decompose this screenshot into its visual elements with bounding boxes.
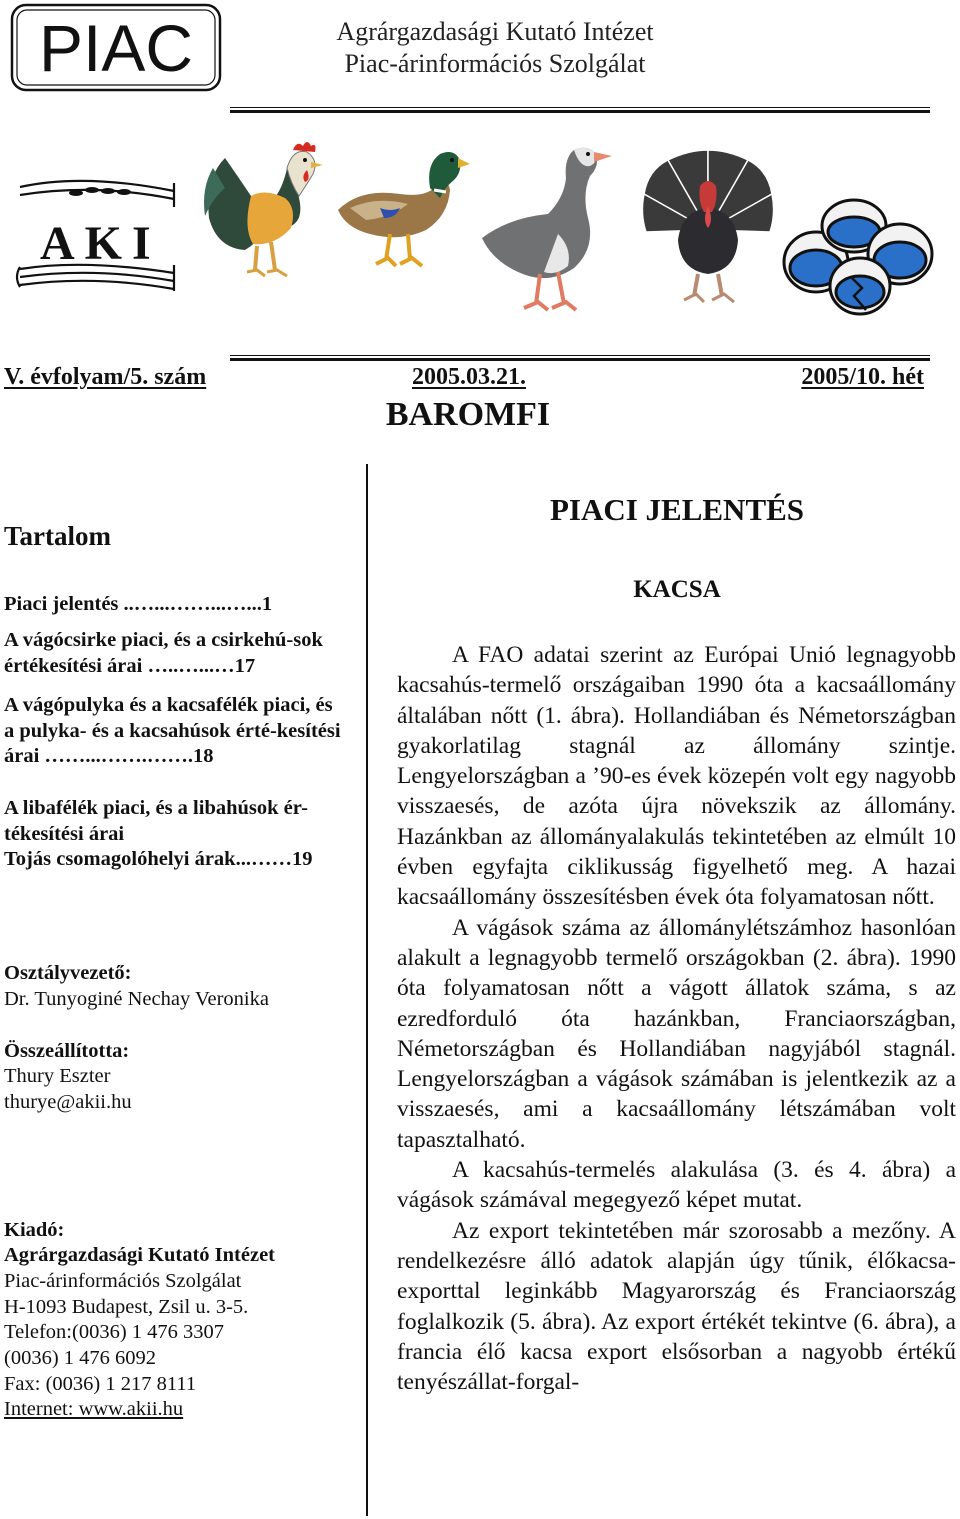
compiled-name: Thury Eszter: [4, 1065, 111, 1087]
publisher-phone-2: (0036) 1 476 6092: [4, 1347, 157, 1369]
publisher-address: H-1093 Budapest, Zsil u. 3-5.: [4, 1296, 249, 1318]
toc-item[interactable]: Tojás csomagolóhelyi árak...……19: [4, 848, 313, 870]
toc-item[interactable]: A libafélék piaci, és a libahúsok ér-tékesítési árai: [4, 797, 308, 845]
issue-rule-thin: [230, 355, 930, 356]
issue-rule-thick: [230, 358, 930, 361]
duck-icon: [330, 138, 470, 278]
report-title: PIACI JELENTÉS: [549, 492, 805, 527]
report-paragraph: A vágások száma az állománylétszámhoz hasonlóan alakult a legnagyobb termelő országokban (2. ábra). 1990 óta folyamatosan nőtt a vágott állatok száma, s az ezredforduló óta hazánkban, Franciaországban, Németországban és Hollandiában nagyjából stagnál. Lengyelországban a vágások számában is jelentkezik az a visszaesés, ami a kacsaállomány létszámában volt tapasztalható.: [397, 914, 956, 1153]
toc-item[interactable]: A vágópulyka és a kacsafélék piaci, és a pulyka- és a kacsahúsok érté-kesítési árai ……...…….…….18: [4, 694, 341, 767]
piac-logo-text: PIAC: [38, 11, 194, 85]
toc-item[interactable]: Piaci jelentés ..…...……...…...1: [4, 593, 273, 615]
issue-line: [0, 364, 930, 394]
publisher-service: Piac-árinformációs Szolgálat: [4, 1270, 242, 1292]
header-rule-thin: [230, 107, 930, 108]
section-title: BAROMFI: [385, 396, 551, 433]
compiled-email[interactable]: thurye@akii.hu: [4, 1091, 132, 1113]
column-divider: [366, 464, 368, 1516]
header-rule-thick: [230, 110, 930, 113]
compiled-label: Összeállította:: [4, 1040, 130, 1062]
aki-logo-icon: [14, 173, 180, 293]
report-paragraph: Az export tekintetében már szorosabb a mezőny. A rendelkezésre álló adatok alapján úgy tűnik, élőkacsa-exporttal leginkább Magyarország és Franciaország foglalkozik (5. ábra). Az export értékét tekintve (6. ábra), a francia élő kacsa export elsősorban a nagyobb értékű tenyészállat-forgal-: [397, 1217, 956, 1396]
publisher-label: Kiadó:: [4, 1219, 65, 1241]
head-name: Dr. Tunyoginé Nechay Veronika: [4, 988, 269, 1010]
subsection-title: KACSA: [633, 576, 721, 603]
service-name: Piac-árinformációs Szolgálat: [344, 49, 646, 78]
toc-title: Tartalom: [4, 521, 111, 551]
head-label: Osztályvezető:: [4, 962, 132, 984]
publisher-fax: Fax: (0036) 1 217 8111: [4, 1373, 197, 1395]
turkey-icon: [638, 150, 778, 306]
report-paragraph: A FAO adatai szerint az Európai Unió legnagyobb kacsahús-termelő országaiban 1990 óta a kacsaállomány általában nőtt (1. ábra). Hollandiában és Németországban gyakorlatilag stagnál az állomány szintje. Lengyelországban a ’90-es évek közepén volt egy nagyobb visszaesés, de azóta újra növekszik az állomány. Hazánkban az állományalakulás tekintetében az elmúlt 10 évben egyfajta ciklikusság figyelhető meg. A hazai kacsaállomány összesítésben évek óta folyamatosan nőtt.: [397, 642, 956, 911]
aki-logo-text: AKI: [40, 217, 161, 270]
institute-header: [300, 16, 690, 80]
issue-date: 2005.03.21.: [412, 364, 526, 390]
publisher-internet-link[interactable]: Internet: www.akii.hu: [4, 1398, 184, 1420]
eggs-icon: [782, 198, 934, 316]
report-paragraph: A kacsahús-termelés alakulása (3. és 4. ábra) a vágások számával megegyező képet mutat.: [397, 1157, 956, 1214]
report-body: [397, 640, 956, 1397]
goose-icon: [478, 138, 618, 318]
institute-name: Agrárgazdasági Kutató Intézet: [336, 17, 654, 46]
issue-volume: V. évfolyam/5. szám: [4, 364, 207, 390]
rooster-icon: [195, 138, 325, 288]
issue-week: 2005/10. hét: [801, 364, 924, 390]
piac-logo: [10, 3, 222, 92]
publisher-phone: Telefon:(0036) 1 476 3307: [4, 1321, 225, 1343]
toc-item[interactable]: A vágócsirke piaci, és a csirkehú-sok értékesítési árai …..…...…17: [4, 629, 323, 677]
publisher-name: Agrárgazdasági Kutató Intézet: [4, 1244, 276, 1266]
